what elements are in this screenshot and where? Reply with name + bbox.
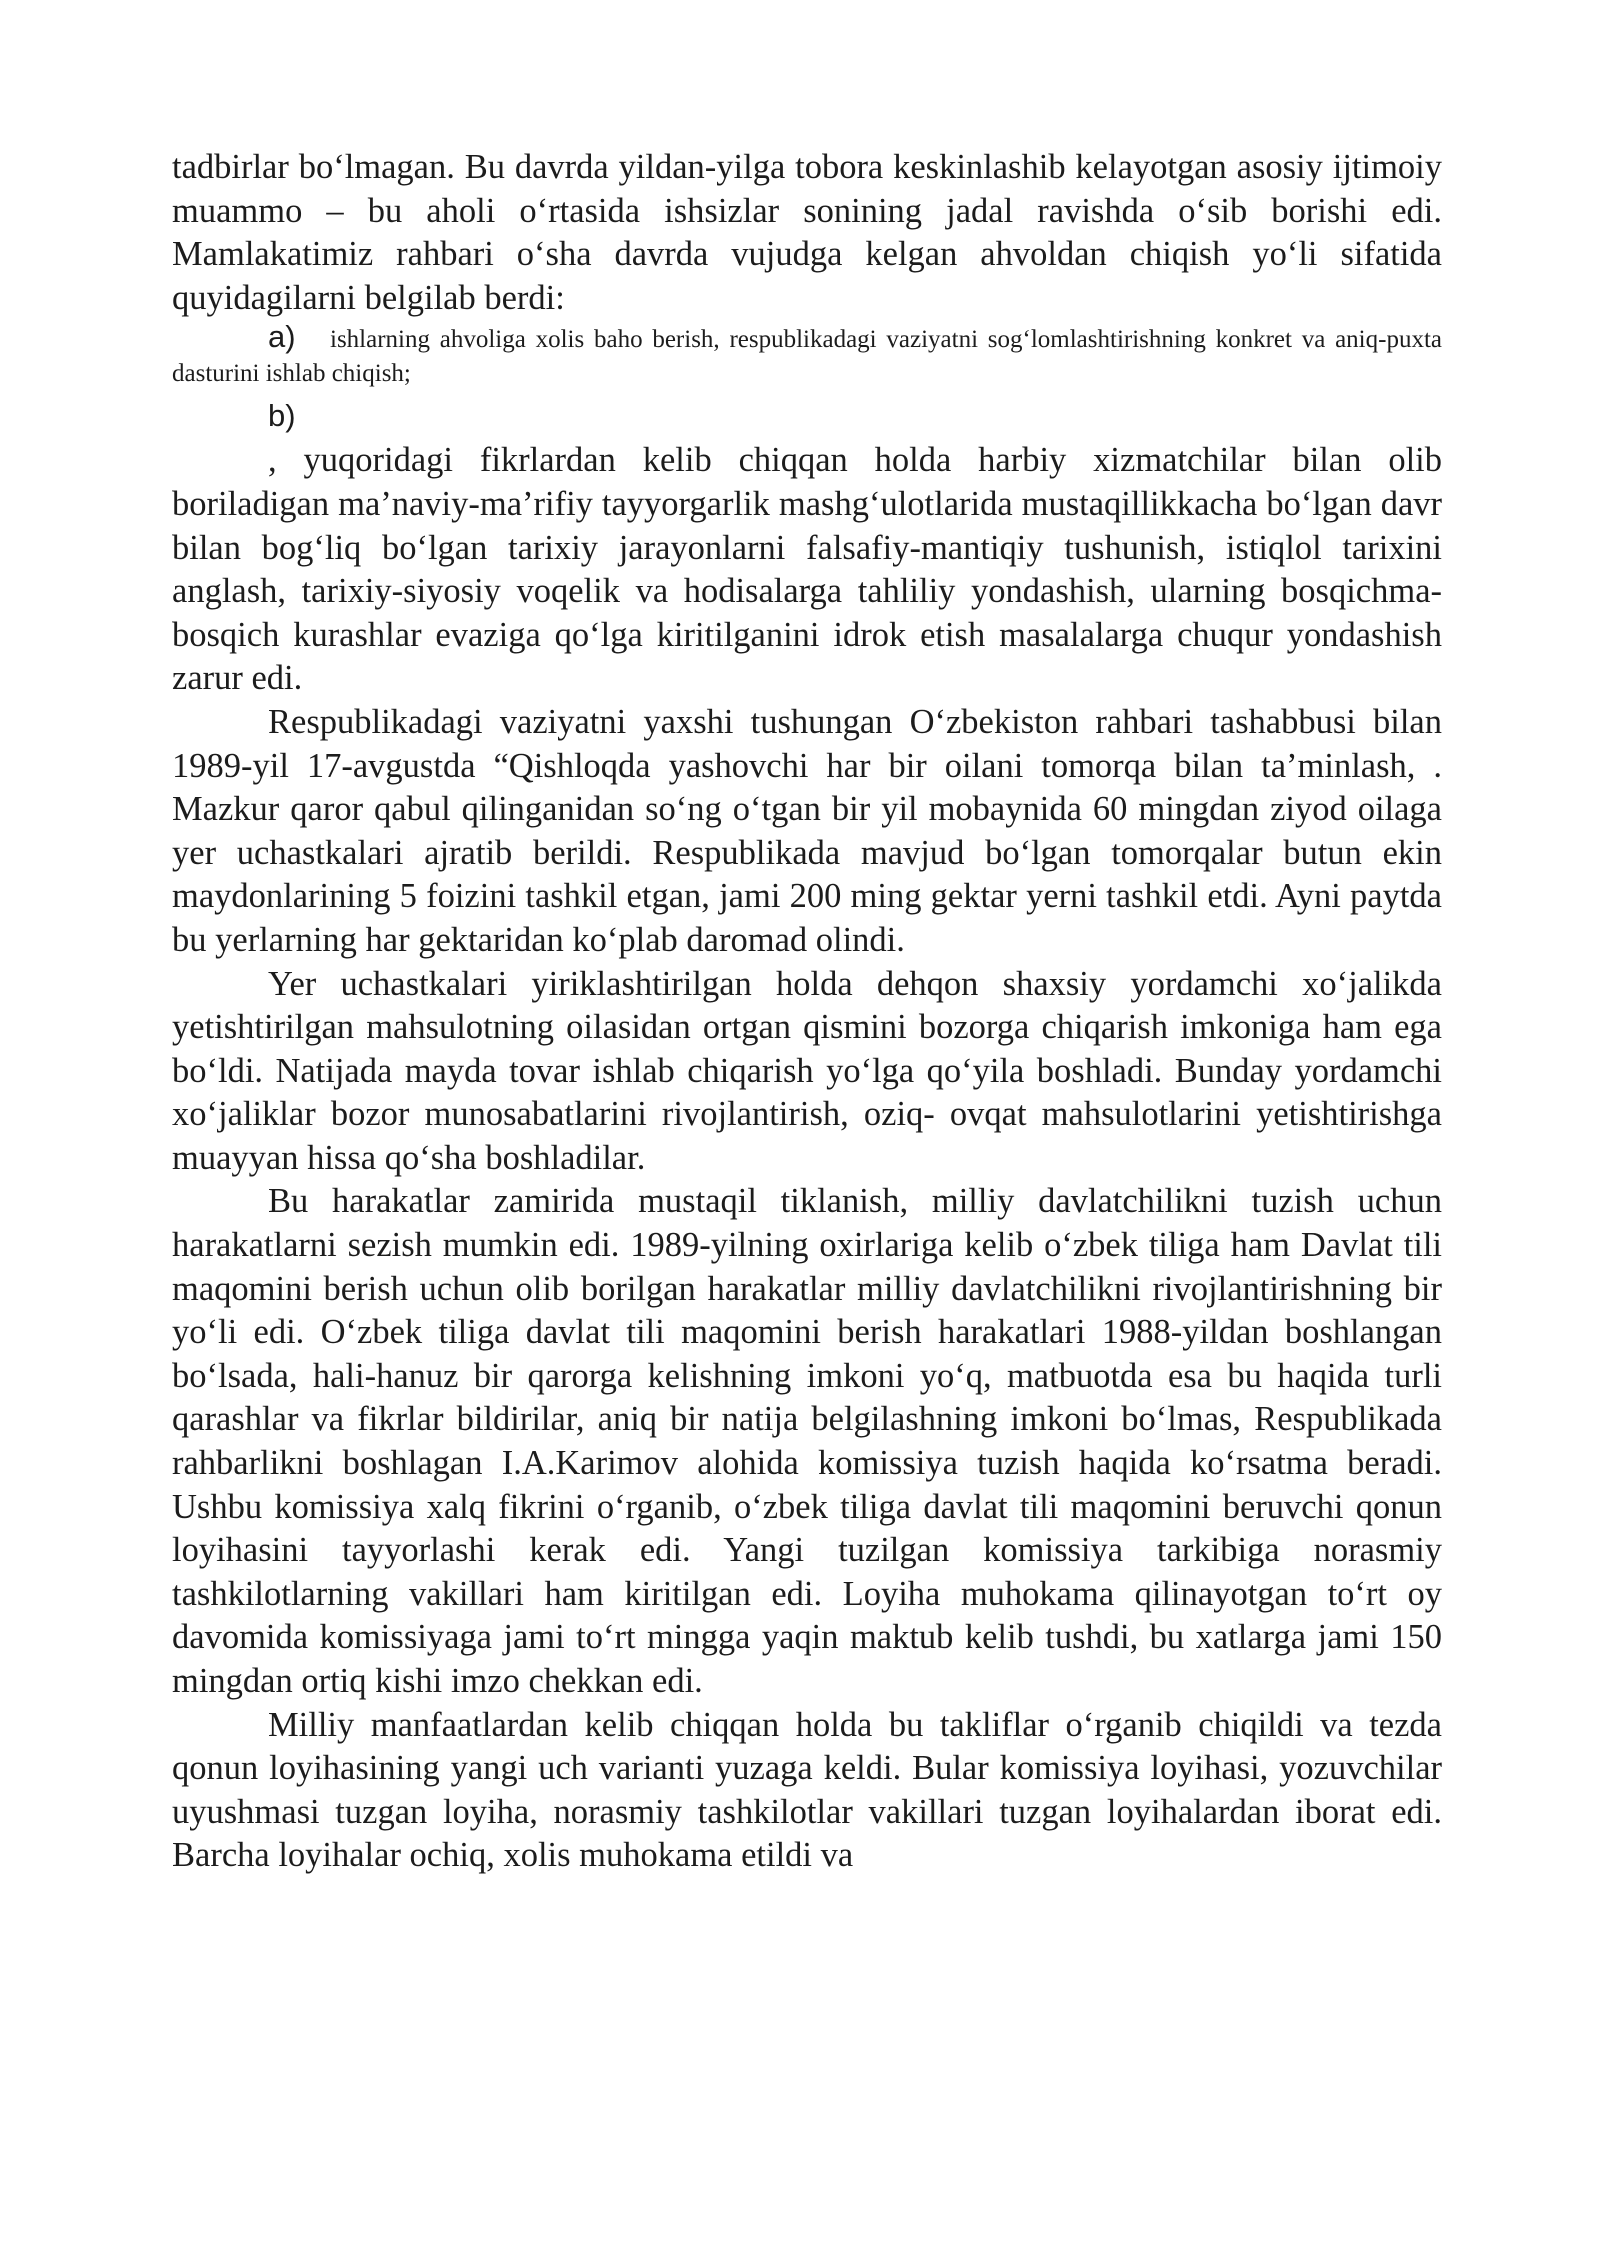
document-page [172,146,1442,1878]
list-item-a [172,320,1442,391]
list-marker-b: b) [268,398,296,434]
list-item-a-text: ishlarning ahvoliga xolis baho berish, respublikadagi vaziyatni sog‘lomlashtirishning konkret va aniq-puxta dasturini ishlab chiqish; [172,326,1442,388]
paragraph-b-continuation: , yuqoridagi fikrlardan kelib chiqqan holda harbiy xizmatchilar bilan olib boriladigan ma’naviy-ma’rifiy tayyorgarlik mashg‘ulotlarida mustaqillikkacha bo‘lgan davr bilan bog‘liq bo‘lgan tarixiy jarayonlarni falsafiy-mantiqiy tushunish, istiqlol tarixini anglash, tarixiy-siyosiy voqelik va hodisalarga tahliliy yondashish, ularning bosqichma-bosqich kurashlar evaziga qo‘lga kiritilganini idrok etish masalalarga chuqur yondashish zarur edi. [172,441,1442,698]
paragraph-loyihalar: Milliy manfaatlardan kelib chiqqan holda bu takliflar o‘rganib chiqildi va tezda qonun loyihasining yangi uch varianti yuzaga keldi. Bular komissiya loyihasi, yozuvchilar uyushmasi tuzgan loyiha, norasmiy tashkilotlar vakillari tuzgan loyihalardan iborat edi. Barcha loyihalar ochiq, xolis muhokama etildi va [172,1705,1442,1875]
paragraph-davlat-tili: Bu harakatlar zamirida mustaqil tiklanish, milliy davlatchilikni tuzish uchun harakatlarni sezish mumkin edi. 1989-yilning oxirlariga kelib o‘zbek tiliga ham Davlat tili maqomini berish uchun olib borilgan harakatlar milliy davlatchilikni rivojlantirishning bir yo‘li edi. O‘zbek tiliga davlat tili maqomini berish harakatlari 1988-yildan boshlangan bo‘lsada, hali-hanuz bir qarorga kelishning imkoni yo‘q, matbuotda esa bu haqida turli qarashlar va fikrlar bildirilar, aniq bir natija belgilashning imkoni bo‘lmas, Respublikada rahbarlikni boshlagan I.A.Karimov alohida komissiya tuzish haqida ko‘rsatma beradi. Ushbu komissiya xalq fikrini o‘rganib, o‘zbek tiliga davlat tili maqomini beruvchi qonun loyihasini tayyorlashi kerak edi. Yangi tuzilgan komissiya tarkibiga norasmiy tashkilotlarning vakillari ham kiritilgan edi. Loyiha muhokama qilinayotgan to‘rt oy davomida komissiyaga jami to‘rt mingga yaqin maktub kelib tushdi, bu xatlarga jami 150 mingdan ortiq kishi imzo chekkan edi. [172,1182,1442,1700]
paragraph-yer-uchastkalari: Yer uchastkalari yiriklashtirilgan holda dehqon shaxsiy yordamchi xo‘jalikda yetishtirilgan mahsulotning oilasidan ortgan qismini bozorga chiqarish imkoniga ham ega bo‘ldi. Natijada mayda tovar ishlab chiqarish yo‘lga qo‘yila boshladi. Bunday yordamchi xo‘jaliklar bozor munosabatlarini rivojlantirish, oziq- ovqat mahsulotlarini yetishtirishga muayyan hissa qo‘sha boshladilar. [172,964,1442,1177]
list-marker-a: a) [268,319,296,355]
paragraph-tomorqa: Respublikadagi vaziyatni yaxshi tushungan O‘zbekiston rahbari tashabbusi bilan 1989-yil 17-avgustda “Qishloqda yashovchi har bir oilani tomorqa bilan ta’minlash, . Mazkur qaror qabul qilinganidan so‘ng o‘tgan bir yil mobaynida 60 mingdan ziyod oilaga yer uchastkalari ajratib berildi. Respublikada mavjud bo‘lgan tomorqalar butun ekin maydonlarining 5 foizini tashkil etgan, jami 200 ming gektar yerni tashkil etdi. Ayni paytda bu yerlarning har gektaridan ko‘plab daromad olindi. [172,702,1442,959]
paragraph-intro: tadbirlar bo‘lmagan. Bu davrda yildan-yilga tobora keskinlashib kelayotgan asosiy ijtimoiy muammo – bu aholi o‘rtasida ishsizlar sonining jadal ravishda o‘sib borishi edi. Mamlakatimiz rahbari o‘sha davrda vujudga kelgan ahvoldan chiqish yo‘li sifatida quyidagilarni belgilab berdi: [172,148,1442,317]
